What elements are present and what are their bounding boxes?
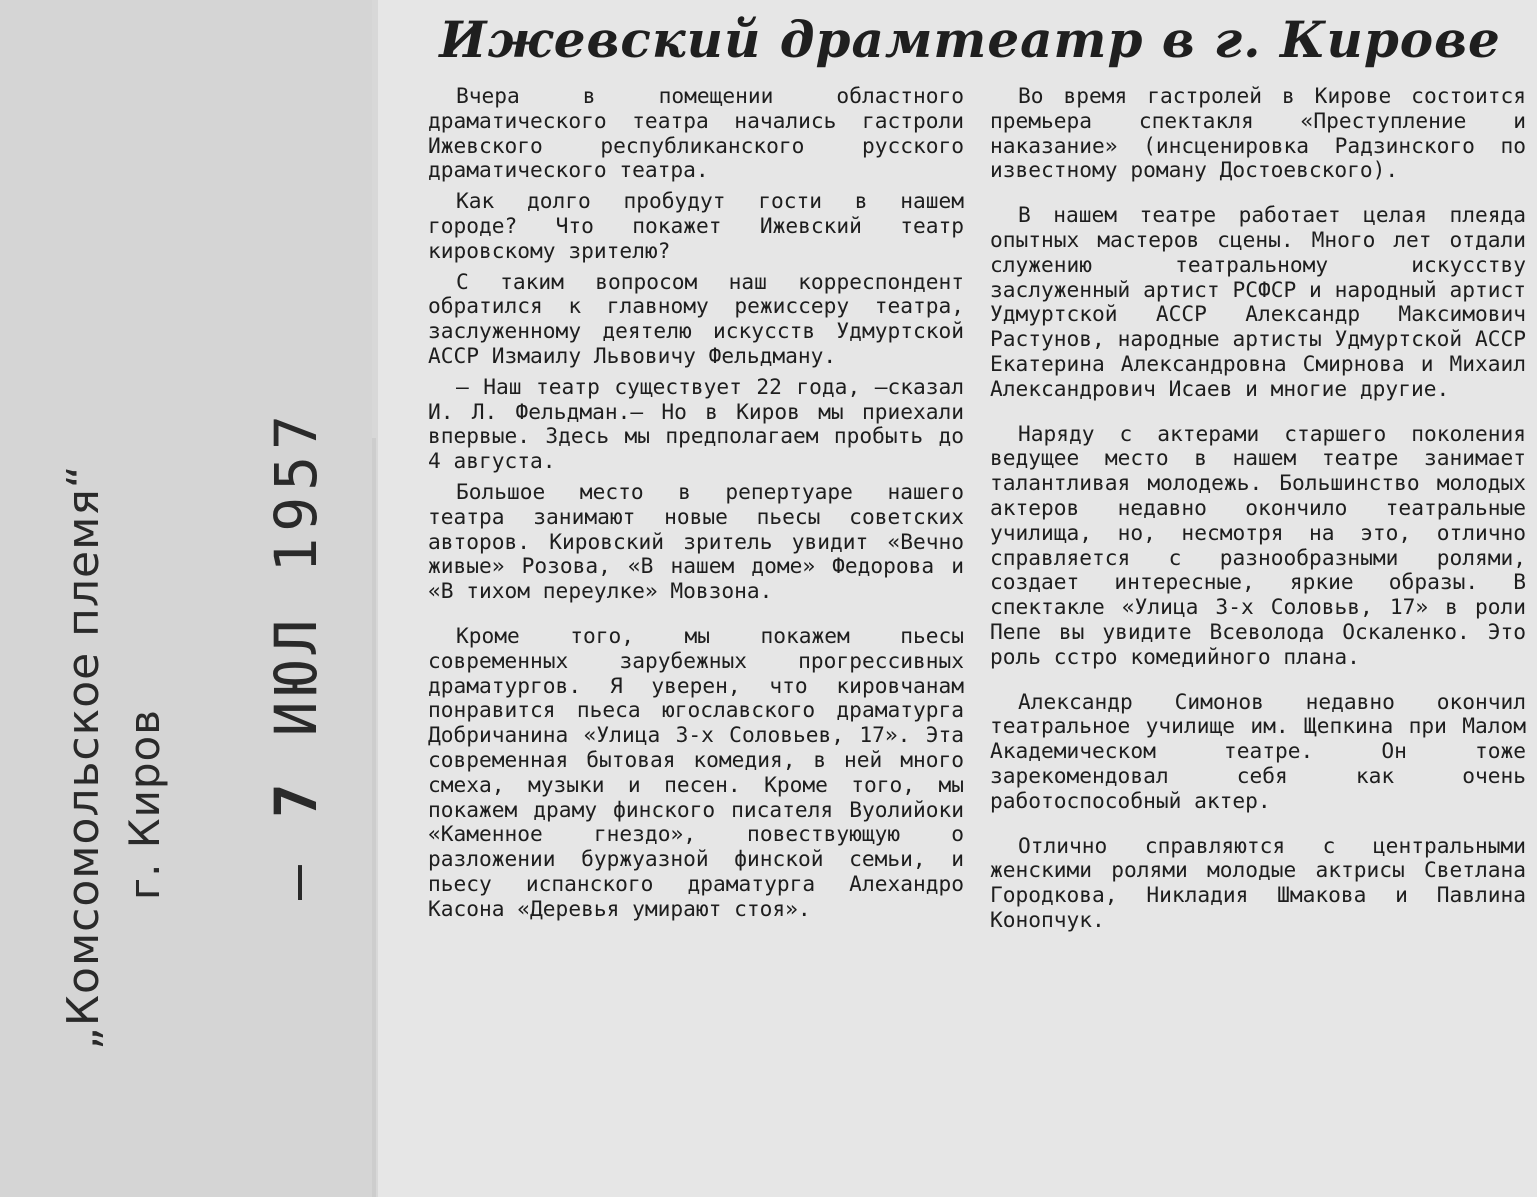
paper-fold (372, 438, 376, 1197)
city-stamp: г. Киров (120, 709, 169, 900)
date-year: 1957 (262, 408, 330, 573)
paragraph: Отлично справляются с центральными женскими ролями молодые актрисы Светлана Городкова, Никладия Шмакова и Павлина Конопчук. (990, 832, 1526, 932)
paragraph: Александр Симонов недавно окончил театральное училище им. Щепкина при Малом Академическом театре. Он тоже зарекомендовал себя как очень работоспособный актер. (990, 688, 1526, 813)
archive-margin (0, 0, 372, 1197)
article-column-left (428, 84, 964, 928)
paragraph: Вчера в помещении областного драматического театра начались гастроли Ижевского республиканского русского драматического театра. (428, 83, 964, 183)
paragraph: Наряду с актерами старшего поколения ведущее место в нашем театре занимает талантливая молодежь. Большинство молодых актеров недавно окончило театральные училища, но, несмотря на это, отлично справляется с разнообразными ролями, создает интересные, яркие образы. В спектакле «Улица 3-х Соловьв, 17» в роли Пепе вы увидите Всеволода Оскаленко. Это роль сстро комедийного плана. (990, 420, 1526, 669)
date-prefix: — (262, 859, 330, 900)
date-month: ИЮЛ (262, 613, 330, 737)
article-column-right (990, 84, 1526, 939)
date-stamp (262, 409, 330, 900)
date-day: 7 (262, 777, 330, 819)
paragraph: Как долго пробудут гости в нашем городе? Что покажет Ижевский театр кировскому зрителю? (428, 188, 964, 263)
paragraph: Большое место в репертуаре нашего театра занимают новые пьесы советских авторов. Кировский зритель увидит «Вечно живые» Розова, «В нашем доме» Федорова и «В тихом переулке» Мовзона. (428, 478, 964, 604)
paragraph: Кроме того, мы покажем пьесы современных зарубежных прогрессивных драматургов. Я уверен, что кировчанам понравится пьеса югославского драматурга Добричанина «Улица 3-х Соловьев, 17». Эта современная бытовая комедия, в ней много смеха, музыки и песен. Кроме того, мы покажем драму финского писателя Вуолийоки «Каменное гнездо», повествующую о разложении буржуазной финской семьи, и пьесу испанского драматурга Алехандро Касона «Деревья умирают стоя». (428, 622, 964, 921)
paragraph: В нашем театре работает целая плеяда опытных мастеров сцены. Много лет отдали служению театральному искусству заслуженный артист РСФСР и народный артист Удмуртской АССР Александр Максимович Растунов, народные артисты Удмуртской АССР Екатерина Александровна Смирнова и Михаил Александрович Исаев и многие другие. (990, 202, 1526, 401)
paragraph: Во время гастролей в Кирове состоится премьера спектакля «Преступление и наказание» (инсценировка Радзинского по известному роману Достоевского). (990, 83, 1526, 183)
paragraph: С таким вопросом наш корреспондент обратился к главному режиссеру театра, заслуженному деятелю искусств Удмуртской АССР Измаилу Львовичу Фельдману. (428, 268, 964, 368)
article-title: Ижевский драмтеатр в г. Кирове (439, 10, 1501, 69)
paragraph: — Наш театр существует 22 года, —сказал И. Л. Фельдман.— Но в Киров мы приехали впервые. Здесь мы предполагаем пробыть до 4 августа. (428, 373, 964, 474)
newspaper-name-stamp: „Комсомольское племя“ (58, 464, 109, 1050)
